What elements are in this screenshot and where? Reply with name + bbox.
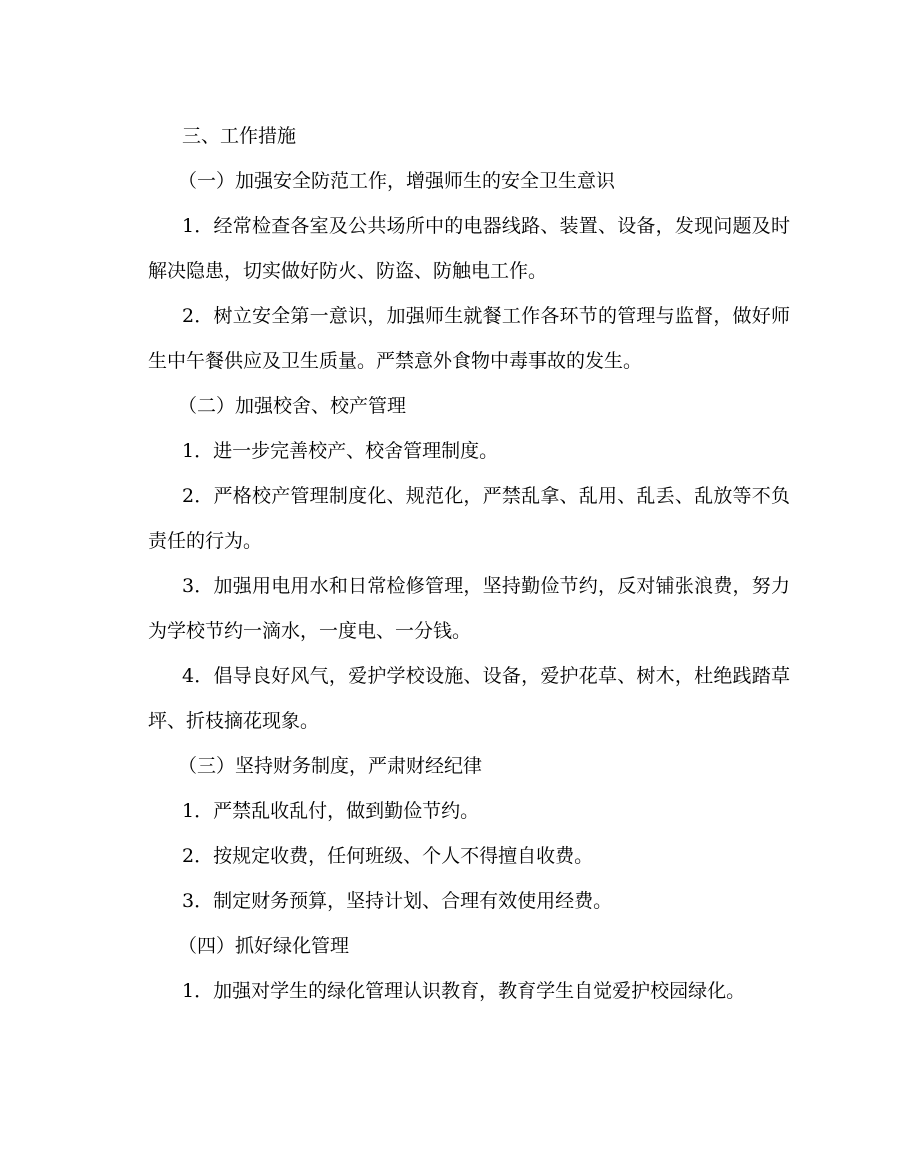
paragraph-2-2: 2．严格校产管理制度化、规范化，严禁乱拿、乱用、乱丢、乱放等不负责任的行为。	[148, 485, 790, 552]
subsection-heading-1: （一）加强安全防范工作，增强师生的安全卫生意识	[178, 170, 616, 192]
paragraph-4-1: 1．加强对学生的绿化管理认识教育，教育学生自觉爱护校园绿化。	[182, 980, 746, 1002]
paragraph-3-2: 2．按规定收费，任何班级、个人不得擅自收费。	[182, 845, 594, 867]
section-heading: 三、工作措施	[182, 125, 297, 147]
paragraph-2-1: 1．进一步完善校产、校舍管理制度。	[182, 440, 499, 462]
paragraph-1-2: 2．树立安全第一意识，加强师生就餐工作各环节的管理与监督，做好师生中午餐供应及卫生质量。严禁意外食物中毒事故的发生。	[148, 305, 790, 372]
paragraph-1-1: 1．经常检查各室及公共场所中的电器线路、装置、设备，发现问题及时解决隐患，切实做好防火、防盗、防触电工作。	[148, 215, 790, 282]
subsection-heading-2: （二）加强校舍、校产管理	[178, 395, 407, 417]
document-body	[148, 114, 790, 1014]
paragraph-2-4: 4．倡导良好风气，爱护学校设施、设备，爱护花草、树木，杜绝践踏草坪、折枝摘花现象。	[148, 665, 790, 732]
subsection-heading-4: （四）抓好绿化管理	[178, 935, 350, 957]
paragraph-2-3: 3．加强用电用水和日常检修管理，坚持勤俭节约，反对铺张浪费，努力为学校节约一滴水，一度电、一分钱。	[148, 575, 790, 642]
subsection-heading-3: （三）坚持财务制度，严肃财经纪律	[178, 755, 483, 777]
paragraph-3-3: 3．制定财务预算，坚持计划、合理有效使用经费。	[182, 890, 613, 912]
paragraph-3-1: 1．严禁乱收乱付，做到勤俭节约。	[182, 800, 480, 822]
